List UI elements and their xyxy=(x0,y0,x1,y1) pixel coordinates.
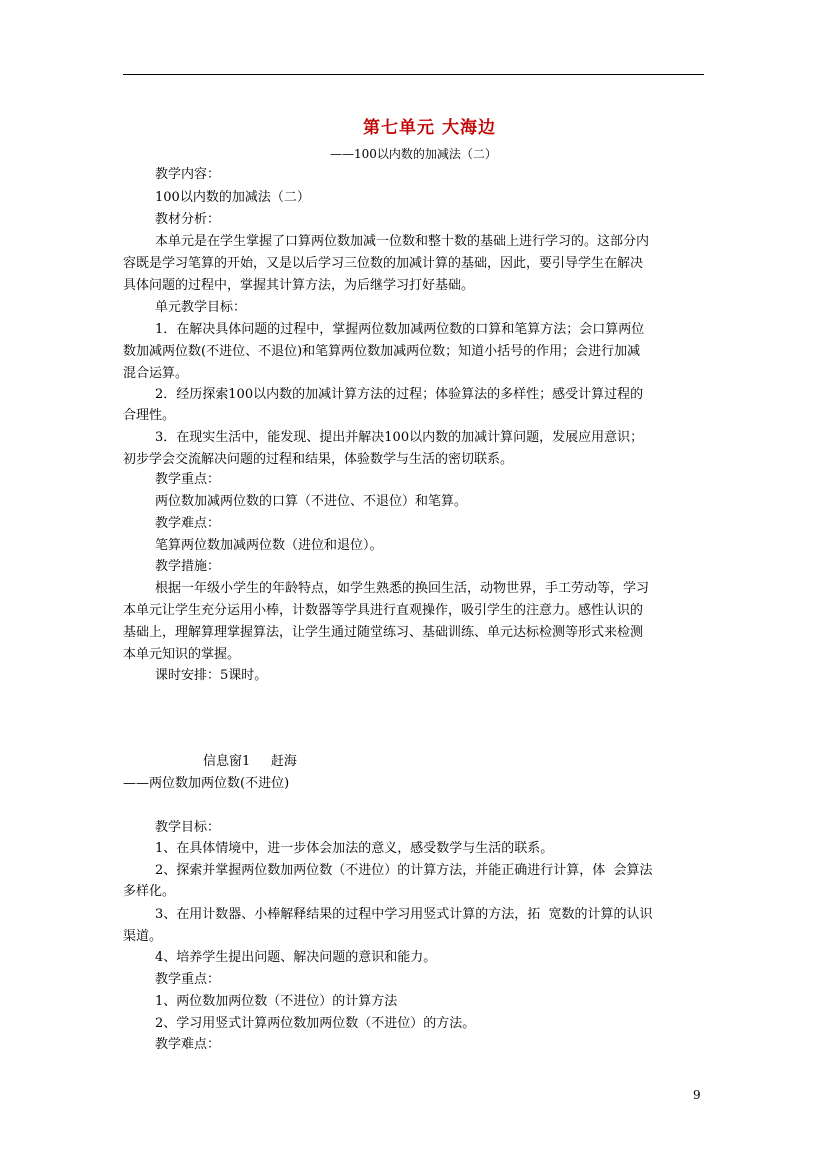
text-line: 教学难点： xyxy=(155,1037,221,1052)
text-line: 3．在现实生活中，能发现、提出并解决100以内数的加减计算问题，发展应用意识； xyxy=(155,430,644,445)
text-line: 教学措施： xyxy=(155,559,221,574)
text-line: 数加减两位数(不进位、不退位)和笔算两位数加减两位数；知道小括号的作用；会进行加减 xyxy=(123,344,641,359)
lesson-heading: 信息窗1 赶海 xyxy=(203,754,297,769)
text-line: 合理性。 xyxy=(123,408,176,423)
text-line: 具体问题的过程中，掌握其计算方法，为后继学习打好基础。 xyxy=(123,278,475,293)
text-line: 本单元知识的掌握。 xyxy=(123,647,241,662)
page-number: 9 xyxy=(693,1088,701,1102)
text-line: 教学重点： xyxy=(155,472,221,487)
text-line: 教学难点： xyxy=(155,516,221,531)
text-line: 两位数加减两位数的口算（不进位、不退位）和笔算。 xyxy=(155,494,468,509)
text-line: 2、学习用竖式计算两位数加两位数（不进位）的方法。 xyxy=(155,1016,476,1031)
page-title: 第七单元 大海边 xyxy=(363,118,496,138)
text-line: 1．在解决具体问题的过程中，掌握两位数加减两位数的口算和笔算方法；会口算两位 xyxy=(155,322,645,337)
text-line: 2．经历探索100以内数的加减计算方法的过程；体验算法的多样性；感受计算过程的 xyxy=(155,387,644,402)
text-line: 单元教学目标： xyxy=(155,300,247,315)
text-line: 1、在具体情境中，进一步体会加法的意义，感受数学与生活的联系。 xyxy=(155,841,554,856)
text-line: 容既是学习笔算的开始，又是以后学习三位数的加减计算的基础，因此，要引导学生在解决 xyxy=(123,256,644,271)
subtitle: ——100以内数的加减法（二） xyxy=(330,147,497,161)
text-line: 3、在用计数器、小棒解释结果的过程中学习用竖式计算的方法，拓 宽数的计算的认识 xyxy=(155,907,653,922)
text-line: 课时安排：5课时。 xyxy=(155,668,268,683)
text-line: 混合运算。 xyxy=(123,366,189,381)
text-line: 本单元让学生充分运用小棒，计数器等学具进行直观操作，吸引学生的注意力。感性认识的 xyxy=(123,603,644,618)
text-line: 2、探索并掌握两位数加两位数（不进位）的计算方法，并能正确进行计算，体 会算法 xyxy=(155,863,653,878)
text-line: 教学目标： xyxy=(155,820,221,835)
text-line: 教学重点： xyxy=(155,972,221,987)
text-line: 根据一年级小学生的年龄特点，如学生熟悉的换回生活，动物世界，手工劳动等，学习 xyxy=(155,581,650,596)
text-line: 4、培养学生提出问题、解决问题的意识和能力。 xyxy=(155,950,437,965)
text-line: 渠道。 xyxy=(123,929,163,944)
text-line: 多样化。 xyxy=(123,884,176,899)
text-line: 教材分析： xyxy=(155,212,221,227)
text-line: 基础上，理解算理掌握算法，让学生通过随堂练习、基础训练、单元达标检测等形式来检测 xyxy=(123,625,644,640)
text-line: 笔算两位数加减两位数（进位和退位）。 xyxy=(155,538,383,553)
header-rule xyxy=(123,74,704,75)
text-line: 1、两位数加两位数（不进位）的计算方法 xyxy=(155,994,398,1009)
lesson-subtitle: ——两位数加两位数(不进位) xyxy=(123,776,290,791)
text-line: 本单元是在学生掌握了口算两位数加减一位数和整十数的基础上进行学习的。这部分内 xyxy=(155,234,650,249)
text-line: 初步学会交流解决问题的过程和结果，体验数学与生活的密切联系。 xyxy=(123,452,514,467)
text-line: 教学内容： xyxy=(155,167,221,182)
text-line: 100以内数的加减法（二） xyxy=(155,190,310,205)
